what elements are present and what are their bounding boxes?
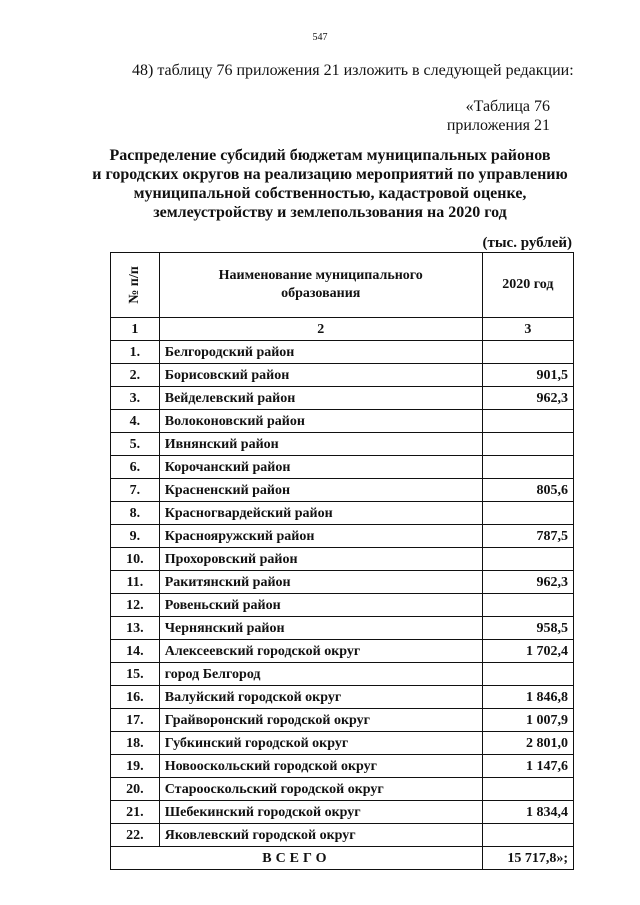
row-value	[482, 341, 573, 364]
table-row	[111, 824, 574, 847]
row-value	[482, 594, 573, 617]
table-reference-line: приложения 21	[446, 117, 550, 134]
row-number: 13.	[111, 617, 160, 640]
row-name: Красногвардейский район	[159, 502, 482, 525]
row-value	[482, 778, 573, 801]
table-row	[111, 732, 574, 755]
table-reference-line: «Таблица 76	[465, 98, 550, 115]
table-row	[111, 571, 574, 594]
row-value	[482, 548, 573, 571]
row-name: Яковлевский городской округ	[159, 824, 482, 847]
row-value	[482, 663, 573, 686]
table-row	[111, 778, 574, 801]
row-name: Ракитянский район	[159, 571, 482, 594]
document-title	[60, 146, 600, 222]
row-name: Ровеньский район	[159, 594, 482, 617]
row-name: Губкинский городской округ	[159, 732, 482, 755]
row-number: 8.	[111, 502, 160, 525]
table-row	[111, 341, 574, 364]
row-name: Алексеевский городской округ	[159, 640, 482, 663]
row-name: Белгородский район	[159, 341, 482, 364]
row-value: 958,5	[482, 617, 573, 640]
row-number: 5.	[111, 433, 160, 456]
row-number: 4.	[111, 410, 160, 433]
header-num: № п/п	[126, 266, 142, 304]
row-name: Грайворонский городской округ	[159, 709, 482, 732]
table-header-row	[111, 253, 574, 318]
row-name: Старооскольский городской округ	[159, 778, 482, 801]
table-row	[111, 525, 574, 548]
row-number: 17.	[111, 709, 160, 732]
row-name: Чернянский район	[159, 617, 482, 640]
column-number: 3	[482, 318, 573, 341]
units-label: (тыс. рублей)	[482, 235, 572, 251]
total-value: 15 717,8»;	[482, 847, 573, 870]
column-number: 1	[111, 318, 160, 341]
row-number: 3.	[111, 387, 160, 410]
row-number: 16.	[111, 686, 160, 709]
row-name: Прохоровский район	[159, 548, 482, 571]
title-line: землеустройству и землепользования на 2020 год	[153, 204, 507, 221]
row-number: 9.	[111, 525, 160, 548]
row-value: 1 147,6	[482, 755, 573, 778]
table-row	[111, 709, 574, 732]
row-number: 20.	[111, 778, 160, 801]
row-number: 7.	[111, 479, 160, 502]
row-name: Красненский район	[159, 479, 482, 502]
table-row	[111, 456, 574, 479]
row-name: Волоконовский район	[159, 410, 482, 433]
row-value: 1 702,4	[482, 640, 573, 663]
row-name: Новооскольский городской округ	[159, 755, 482, 778]
table-row	[111, 387, 574, 410]
table-row	[111, 617, 574, 640]
column-number-row	[111, 318, 574, 341]
table-row	[111, 594, 574, 617]
row-number: 1.	[111, 341, 160, 364]
table-reference	[447, 97, 550, 135]
row-number: 2.	[111, 364, 160, 387]
row-value	[482, 824, 573, 847]
row-name: Борисовский район	[159, 364, 482, 387]
row-value: 1 834,4	[482, 801, 573, 824]
title-line: и городских округов на реализацию мероприятий по управлению	[92, 166, 568, 183]
row-name: Корочанский район	[159, 456, 482, 479]
page-number: 547	[312, 32, 328, 43]
row-value: 901,5	[482, 364, 573, 387]
table-row	[111, 686, 574, 709]
row-name: Краснояружский район	[159, 525, 482, 548]
row-value: 962,3	[482, 387, 573, 410]
row-value: 962,3	[482, 571, 573, 594]
row-name: город Белгород	[159, 663, 482, 686]
row-number: 15.	[111, 663, 160, 686]
row-value	[482, 433, 573, 456]
table-row	[111, 548, 574, 571]
table-row	[111, 479, 574, 502]
total-row	[111, 847, 574, 870]
row-value	[482, 502, 573, 525]
header-name-line: образования	[281, 286, 361, 301]
title-line: Распределение субсидий бюджетам муниципальных районов	[109, 147, 551, 164]
row-value: 787,5	[482, 525, 573, 548]
header-year: 2020 год	[482, 253, 573, 318]
header-num-cell	[111, 253, 160, 318]
row-number: 14.	[111, 640, 160, 663]
header-name-cell	[159, 253, 482, 318]
title-line: муниципальной собственностью, кадастровой оценке,	[133, 185, 527, 202]
row-number: 11.	[111, 571, 160, 594]
row-number: 12.	[111, 594, 160, 617]
row-number: 21.	[111, 801, 160, 824]
table-row	[111, 755, 574, 778]
row-name: Вейделевский район	[159, 387, 482, 410]
row-number: 18.	[111, 732, 160, 755]
row-number: 10.	[111, 548, 160, 571]
table-row	[111, 410, 574, 433]
row-value: 1 007,9	[482, 709, 573, 732]
table-row	[111, 663, 574, 686]
table-row	[111, 640, 574, 663]
table-row	[111, 801, 574, 824]
total-label: ВСЕГО	[111, 847, 483, 870]
row-name: Валуйский городской округ	[159, 686, 482, 709]
intro-text: 48) таблицу 76 приложения 21 изложить в следующей редакции:	[132, 62, 574, 79]
row-value: 805,6	[482, 479, 573, 502]
table-row	[111, 364, 574, 387]
table-row	[111, 502, 574, 525]
row-name: Ивнянский район	[159, 433, 482, 456]
row-value: 2 801,0	[482, 732, 573, 755]
row-value	[482, 410, 573, 433]
row-number: 6.	[111, 456, 160, 479]
row-number: 22.	[111, 824, 160, 847]
row-value	[482, 456, 573, 479]
row-number: 19.	[111, 755, 160, 778]
subsidy-table	[110, 252, 574, 870]
column-number: 2	[159, 318, 482, 341]
table-row	[111, 433, 574, 456]
row-name: Шебекинский городской округ	[159, 801, 482, 824]
row-value: 1 846,8	[482, 686, 573, 709]
header-name-line: Наименование муниципального	[218, 268, 423, 283]
